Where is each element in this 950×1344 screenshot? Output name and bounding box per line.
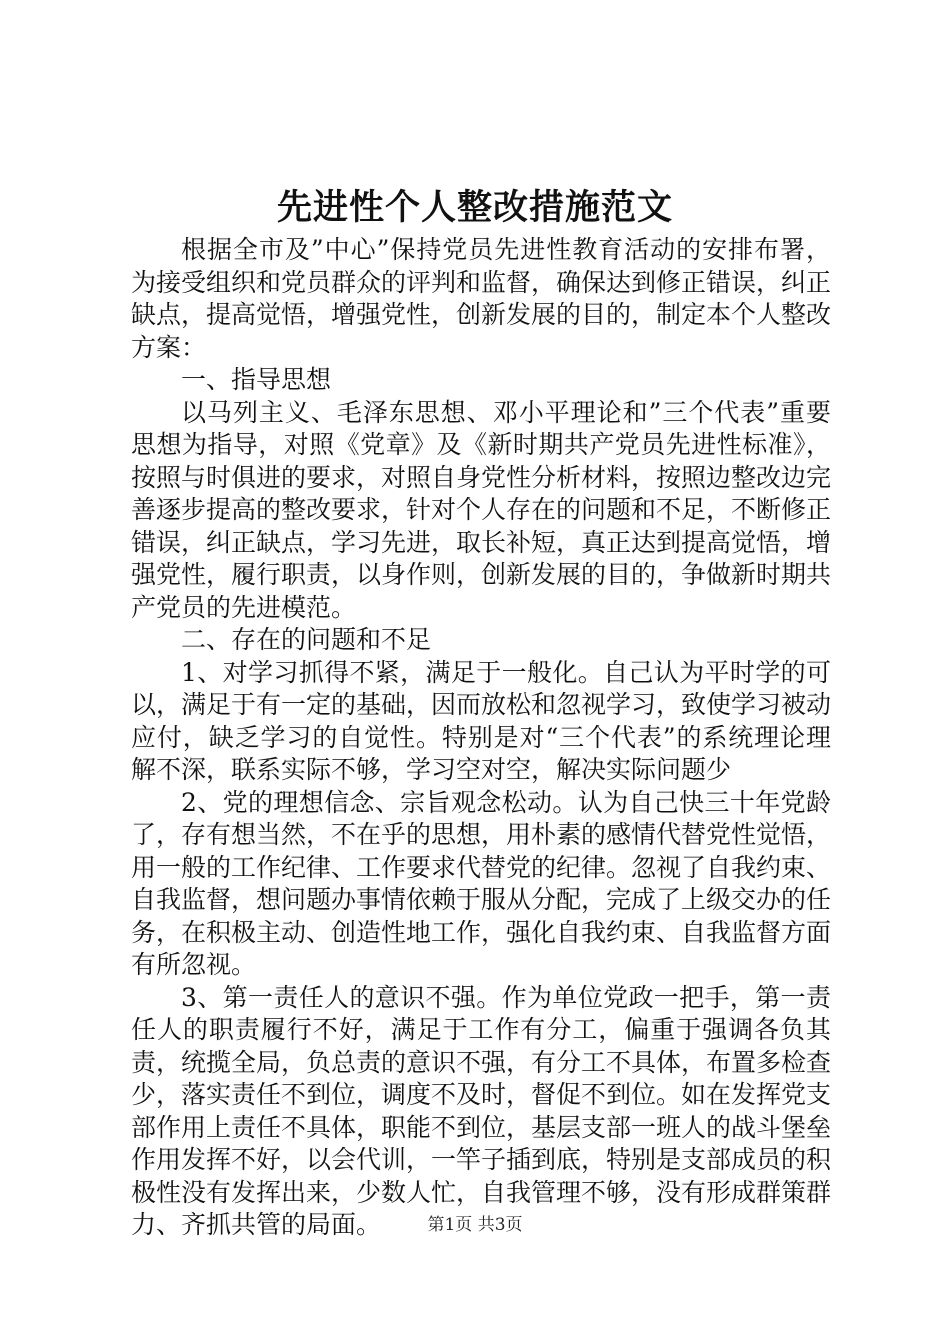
problem-item-2: 2、党的理想信念、宗旨观念松动。认为自己快三十年党龄了，存有想当然，不在乎的思想，用朴素的感情代替党性觉悟，用一般的工作纪律、工作要求代替党的纪律。忽视了自我约束、自我监督，想问题办事情依赖于服从分配，完成了上级交办的任务，在积极主动、创造性地工作，强化自我约束、自我监督方面有所忽视。 [131,787,832,979]
section-heading-guiding-thought: 一、指导思想 [181,365,332,394]
document-body [131,234,831,1242]
problem-item-3: 3、第一责任人的意识不强。作为单位党政一把手，第一责任人的职责履行不好，满足于工作有分工，偏重于强调各负其责，统揽全局，负总责的意识不强，有分工不具体，布置多检查少，落实责任不到位，调度不及时，督促不到位。如在发挥党支部作用上责任不具体，职能不到位，基层支部一班人的战斗堡垒作用发挥不好，以会代训，一竿子插到底，特别是支部成员的积极性没有发挥出来，少数人忙，自我管理不够，没有形成群策群力、齐抓共管的局面。 [131,982,832,1239]
intro-paragraph: 根据全市及”中心”保持党员先进性教育活动的安排布署，为接受组织和党员群众的评判和监督，确保达到修正错误，纠正缺点，提高觉悟，增强党性，创新发展的目的，制定本个人整改方案： [131,235,832,362]
problem-item-1: 1、对学习抓得不紧，满足于一般化。自己认为平时学的可以，满足于有一定的基础，因而放松和忽视学习，致使学习被动应付，缺乏学习的自觉性。特别是对“三个代表”的系统理论理解不深，联系实际不够，学习空对空，解决实际问题少 [131,657,832,784]
section-heading-problems: 二、存在的问题和不足 [181,625,432,654]
page-footer: 第1页 共3页 [427,1215,523,1235]
document-title: 先进性个人整改措施范文 [276,187,673,228]
guiding-thought-paragraph: 以马列主义、毛泽东思想、邓小平理论和”三个代表”重要思想为指导，对照《党章》及《新时期共产党员先进性标准》，按照与时俱进的要求，对照自身党性分析材料，按照边整改边完善逐步提高的整改要求，针对个人存在的问题和不足，不断修正错误，纠正缺点，学习先进，取长补短，真正达到提高觉悟，增强党性，履行职责，以身作则，创新发展的目的，争做新时期共产党员的先进模范。 [131,397,832,622]
